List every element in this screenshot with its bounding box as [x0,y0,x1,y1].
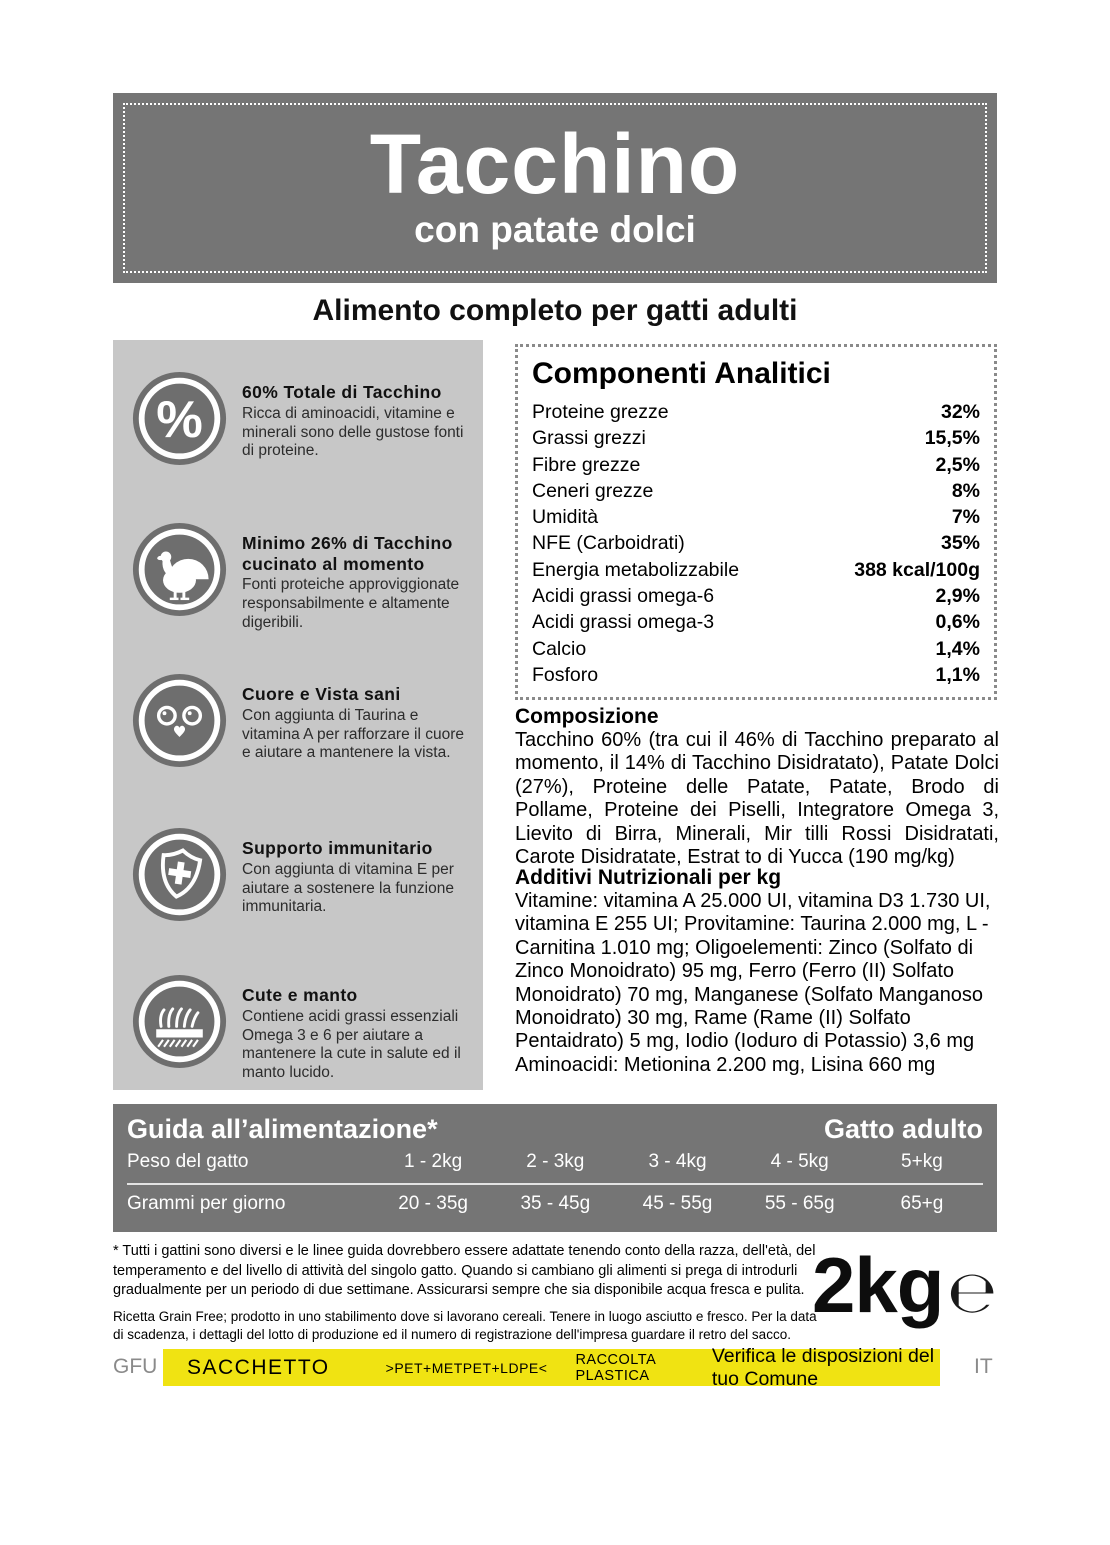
analytic-label: Calcio [532,637,587,660]
benefit-skin-coat [131,973,471,1083]
analytic-row [532,530,980,556]
benefit-body: Con aggiunta di Taurina e vitamina A per rafforzare il cuore e aiutare a mantenere la vista. [242,706,464,762]
analytic-label: Fibre grezze [532,453,641,476]
row-label: Grammi per giorno [127,1193,286,1214]
analytic-row [532,662,980,688]
municipal-notice: Verifica le disposizioni del tuo Comune [711,1344,935,1390]
benefit-text [242,672,471,769]
row-label: Peso del gatto [127,1151,249,1172]
benefits-panel [113,340,483,1090]
turkey-icon [131,521,228,618]
analytic-value: 7% [951,506,980,529]
analytic-label: Grassi grezzi [532,427,646,450]
benefit-text [242,370,471,467]
weight-range: 5+kg [901,1151,943,1172]
benefit-body: Contiene acidi grassi essenziali Omega 3 e 6 per aiutare a mantenere la cute in salute ed il manto lucido. [242,1007,461,1082]
feeding-grams-row [127,1191,983,1217]
analytic-value: 2,9% [935,585,980,608]
benefit-text [242,973,471,1083]
estimated-sign: ℮ [947,1258,997,1326]
analytic-value: 2,5% [935,453,980,476]
analytic-value: 388 kcal/100g [854,558,980,581]
analytic-label: Acidi grassi omega-3 [532,611,715,634]
analytic-row [532,504,980,530]
analytic-value: 0,6% [935,611,980,634]
table-separator [127,1183,983,1185]
grams-range: 35 - 45g [520,1193,591,1214]
analytic-row [532,399,980,425]
grams-range: 55 - 65g [764,1193,835,1214]
analytical-components-title: Componenti Analitici [532,357,831,390]
analytic-value: 1,1% [935,663,980,686]
product-header [113,93,997,283]
net-weight [812,1240,997,1331]
analytic-row [532,557,980,583]
analytic-label: Acidi grassi omega-6 [532,585,715,608]
analytic-value: 35% [940,532,980,555]
analytic-label: Umidità [532,506,599,529]
feeding-guide-header [127,1112,983,1146]
composition-section [515,705,999,869]
percent-icon [131,370,228,467]
analytic-label: Proteine grezze [532,401,669,423]
analytic-value: 15,5% [924,427,980,450]
benefit-title: 60% Totale di Tacchino [242,382,442,402]
analytic-label: NFE (Carboidrati) [532,532,685,555]
analytic-value: 32% [940,401,980,423]
cat-face-icon [131,672,228,769]
analytic-label: Ceneri grezze [532,479,654,502]
additives-title: Additivi Nutrizionali per kg [515,866,782,889]
fur-icon [131,973,228,1070]
composition-text: Tacchino 60% (tra cui il 46% di Tacchino preparato al momento, il 14% di Tacchino Disidratato), Patate Dolci (27%), Proteine delle Patate, Patate, Brodo di Pollame, Proteine dei Piselli, Integratore Omega 3, Lievito di Birra, Minerali, Mir tilli Rossi Disidratati, Carote Disidratate, Estrat to di Yucca (190 mg/kg) [515,729,999,868]
benefit-text [242,826,471,923]
benefit-text [242,521,471,633]
storage-note: Ricetta Grain Free; prodotto in uno stabilimento dove si lavorano cereali. Tenere in luogo asciutto e fresco. Per la data di scadenza, i dettagli del lotto di produzione ed il numero di registrazione dell'impresa guardare il retro del sacco. [113,1309,817,1343]
feeding-guide-subject: Gatto adulto [824,1114,983,1144]
footer-right-code: IT [974,1355,993,1378]
product-tagline: Alimento completo per gatti adulti [312,294,798,327]
benefit-title: Minimo 26% di Tacchino cucinato al momento [242,533,453,574]
benefit-total-turkey [131,370,471,467]
analytic-value: 8% [951,479,980,502]
product-subtitle: con patate dolci [414,208,696,250]
material-code: >PET+METPET+LDPE< [385,1359,548,1376]
feeding-weight-row [127,1149,983,1175]
benefit-title: Cute e manto [242,985,358,1005]
net-weight-value: 2kg [812,1241,944,1329]
analytic-row [532,425,980,451]
product-header-frame [123,103,987,273]
weight-range: 2 - 3kg [526,1151,585,1172]
benefit-heart-vision [131,672,471,769]
benefit-body: Fonti proteiche approviggionate responsabilmente e altamente digeribili. [242,576,460,632]
feeding-guide-title: Guida all’alimentazione* [127,1114,438,1144]
benefit-title: Cuore e Vista sani [242,684,401,704]
packaging-type: SACCHETTO [187,1355,330,1379]
benefit-immune-support [131,826,471,923]
composition-title: Composizione [515,705,659,728]
feeding-disclaimer-note: * Tutti i gattini sono diversi e le linee guida dovrebbero essere adattate tenendo conto della razza, dell'età, del temperamento e del livello di attività del singolo gatto. Quando si cambiano gli alimenti si prega di introdurli gradualmente per un periodo di due settimane. Assicurarsi sempre che sia disponibile acqua fresca e pulita. [113,1243,816,1299]
analytic-row [532,609,980,635]
benefit-body: Con aggiunta di vitamina E per aiutare a sostenere la funzione immunitaria. [242,860,454,916]
product-title: Tacchino [369,117,741,212]
svg-text:%: % [156,390,203,449]
shield-cross-icon [131,826,228,923]
feeding-guide-table [113,1104,997,1232]
weight-range: 4 - 5kg [770,1151,829,1172]
analytic-row [532,636,980,662]
weight-range: 1 - 2kg [404,1151,463,1172]
collection-type: RACCOLTA PLASTICA [575,1351,656,1384]
additives-text: Vitamine: vitamina A 25.000 UI, vitamina D3 1.730 UI, vitamina E 255 UI; Provitamine: Taurina 2.000 mg, L -Carnitina 1.010 mg; Oligoelementi: Zinco (Solfato di Zinco Monoidrato) 95 mg, Ferro (Ferro (II) Solfato Monoidrato) 70 mg, Manganese (Solfato Manganoso Monoidrato) 30 mg, Rame (Rame (II) Solfato Pentaidrato) 5 mg, Iodio (Ioduro di Potassio) 3,6 mg Aminoacidi: Metionina 2.200 mg, Lisina 660 mg [515,890,991,1076]
grams-range: 45 - 55g [642,1193,713,1214]
benefit-title: Supporto immunitario [242,838,433,858]
additives-section [515,866,999,1077]
analytic-row [532,478,980,504]
analytic-label: Energia metabolizzabile [532,558,740,581]
recycling-info-bar [163,1344,940,1390]
benefit-fresh-turkey [131,521,471,633]
weight-range: 3 - 4kg [648,1151,707,1172]
grams-range: 65+g [900,1193,944,1214]
analytic-row [532,583,980,609]
analytic-value: 1,4% [935,637,980,660]
analytic-row [532,452,980,478]
footer-left-code: GFU [113,1355,158,1378]
benefit-body: Ricca di aminoacidi, vitamine e minerali sono delle gustose fonti di proteine. [242,404,464,460]
analytic-label: Fosforo [532,663,599,686]
analytical-components-panel [515,344,997,700]
grams-range: 20 - 35g [398,1193,468,1214]
